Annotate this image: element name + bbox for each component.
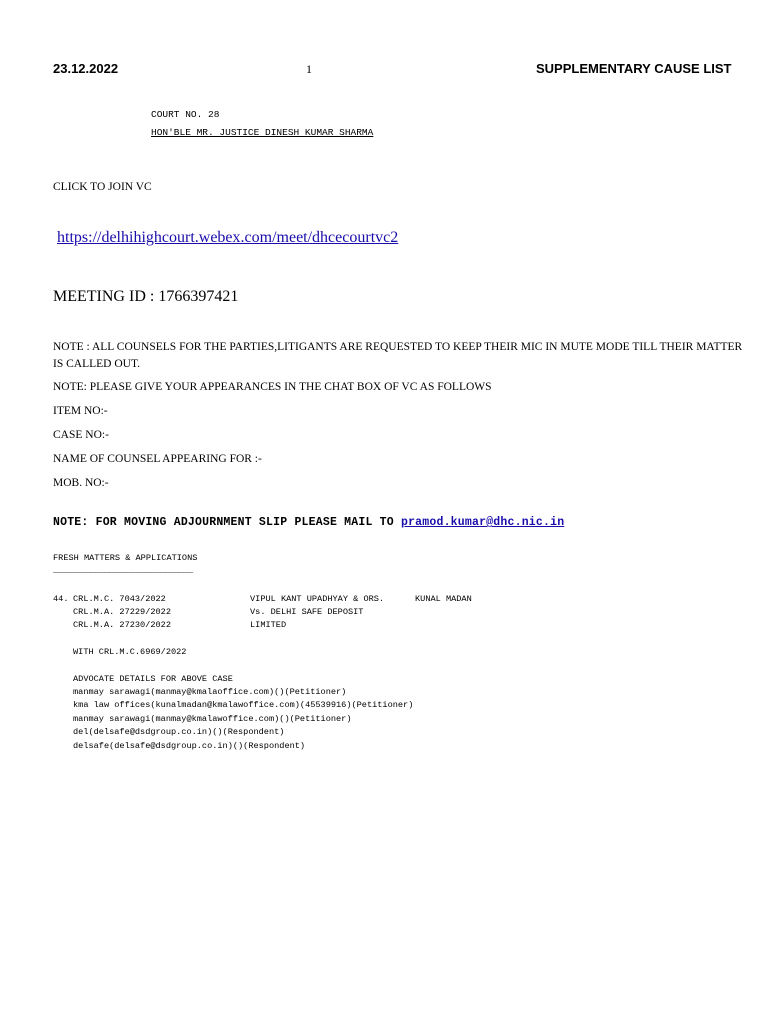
note-item-no: ITEM NO:- bbox=[53, 405, 108, 417]
case-number-3: CRL.M.A. 27230/2022 bbox=[73, 620, 171, 630]
judge-name: HON'BLE MR. JUSTICE DINESH KUMAR SHARMA bbox=[151, 127, 374, 138]
court-number: COURT NO. 28 bbox=[151, 109, 220, 120]
adjournment-note bbox=[53, 516, 564, 529]
note-counsel: NAME OF COUNSEL APPEARING FOR :- bbox=[53, 453, 262, 465]
case-party-3: LIMITED bbox=[250, 620, 287, 630]
page-number: 1 bbox=[306, 62, 312, 76]
case-item-number: 44. bbox=[53, 594, 69, 604]
case-party-1: VIPUL KANT UPADHYAY & ORS. bbox=[250, 594, 385, 604]
note-appearance: NOTE: PLEASE GIVE YOUR APPEARANCES IN THE CHAT BOX OF VC AS FOLLOWS bbox=[53, 381, 492, 393]
join-vc-label: CLICK TO JOIN VC bbox=[53, 181, 152, 193]
case-with: WITH CRL.M.C.6969/2022 bbox=[73, 647, 187, 657]
advocate-detail: del(delsafe@dsdgroup.co.in)()(Respondent) bbox=[73, 727, 285, 737]
advocate-detail: manmay sarawagi(manmay@kmalawoffice.com)()(Petitioner) bbox=[73, 714, 352, 724]
note-case-no: CASE NO:- bbox=[53, 429, 109, 441]
case-counsel: KUNAL MADAN bbox=[415, 594, 472, 604]
section-rule: ______________________________ bbox=[53, 565, 193, 575]
header-date: 23.12.2022 bbox=[53, 61, 119, 76]
vc-link[interactable]: https://delhihighcourt.webex.com/meet/dhcecourtvc2 bbox=[57, 229, 399, 246]
advocate-heading: ADVOCATE DETAILS FOR ABOVE CASE bbox=[73, 674, 233, 684]
adjournment-text: NOTE: FOR MOVING ADJOURNMENT SLIP PLEASE MAIL TO bbox=[53, 516, 394, 529]
meeting-id: MEETING ID : 1766397421 bbox=[53, 288, 239, 305]
case-number-1: CRL.M.C. 7043/2022 bbox=[73, 594, 166, 604]
header-title: SUPPLEMENTARY CAUSE LIST bbox=[536, 61, 732, 76]
section-title: FRESH MATTERS & APPLICATIONS bbox=[53, 553, 198, 563]
advocate-detail: kma law offices(kunalmadan@kmalawoffice.com)(45539916)(Petitioner) bbox=[73, 700, 414, 710]
note-mic-line1: NOTE : ALL COUNSELS FOR THE PARTIES,LITIGANTS ARE REQUESTED TO KEEP THEIR MIC IN MUTE MODE TILL THEIR MATTER bbox=[53, 341, 743, 353]
note-mic-line2: IS CALLED OUT. bbox=[53, 358, 140, 370]
case-number-2: CRL.M.A. 27229/2022 bbox=[73, 607, 171, 617]
case-party-2: Vs. DELHI SAFE DEPOSIT bbox=[250, 607, 364, 617]
adjournment-email-link[interactable]: pramod.kumar@dhc.nic.in bbox=[400, 516, 565, 529]
advocate-detail: manmay sarawagi(manmay@kmalaoffice.com)()(Petitioner) bbox=[73, 687, 347, 697]
advocate-detail: delsafe(delsafe@dsdgroup.co.in)()(Respondent) bbox=[73, 741, 306, 751]
note-mob-no: MOB. NO:- bbox=[53, 477, 109, 489]
